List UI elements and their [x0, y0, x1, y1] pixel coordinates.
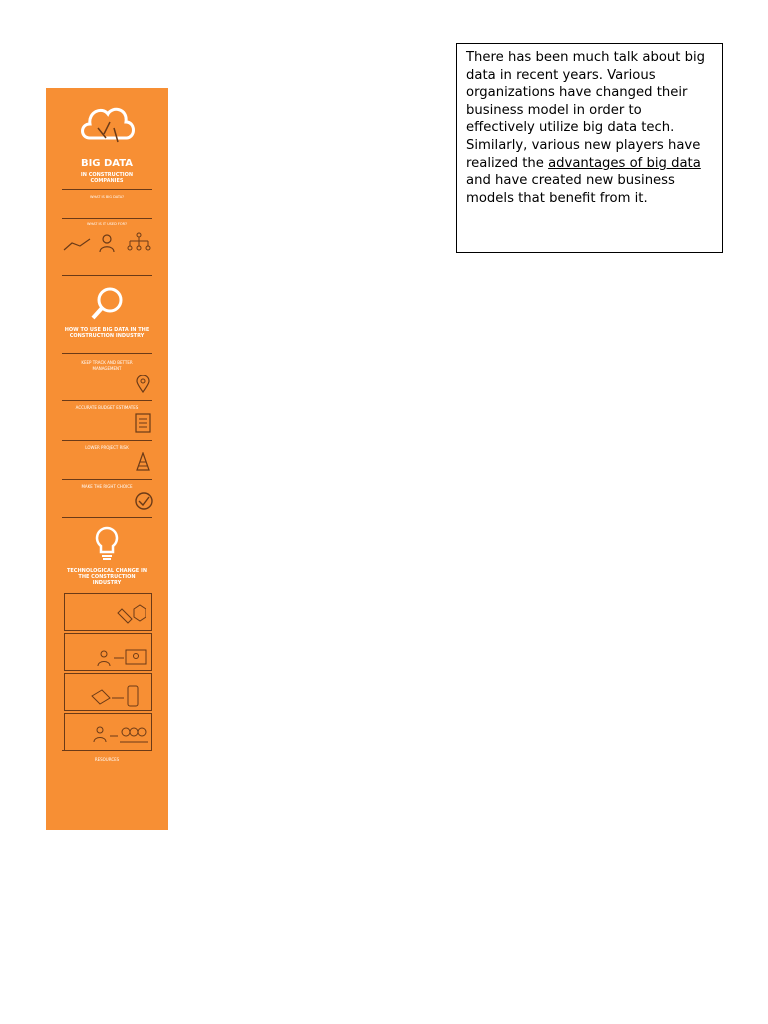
section-heading-2: ACCURATE BUDGET ESTIMATES — [75, 405, 139, 410]
how-to-heading: HOW TO USE BIG DATA IN THE CONSTRUCTION INDUSTRY — [64, 327, 150, 339]
light-bulb-icon — [94, 526, 120, 562]
section-heading-3: LOWER PROJECT RISK — [85, 445, 129, 450]
divider — [62, 189, 152, 190]
cloud-icon — [76, 98, 138, 150]
infographic-subtitle: IN CONSTRUCTION COMPANIES — [80, 172, 134, 184]
divider — [62, 275, 152, 276]
divider — [62, 353, 152, 354]
hierarchy-icon — [126, 232, 152, 252]
group-people-icon — [92, 724, 148, 744]
section-heading-1: KEEP TRACK AND BETTER MANAGEMENT — [81, 360, 133, 371]
map-pin-icon — [136, 375, 150, 393]
checkmark-circle-icon — [134, 491, 154, 511]
person-screen-icon — [96, 648, 150, 668]
divider — [62, 400, 152, 401]
divider — [62, 218, 152, 219]
line-chart-icon — [62, 236, 92, 252]
infographic-title: BIG DATA — [80, 158, 134, 169]
big-data-infographic — [46, 88, 168, 830]
tech-heading: TECHNOLOGICAL CHANGE IN THE CONSTRUCTION INDUSTRY — [66, 568, 148, 586]
divider — [62, 517, 152, 518]
person-icon — [98, 233, 116, 253]
ruler-cube-icon — [116, 603, 146, 625]
advantages-link[interactable]: advantages of big data — [548, 155, 701, 171]
hand-phone-icon — [90, 684, 146, 708]
section-heading-4: MAKE THE RIGHT CHOICE — [81, 484, 133, 489]
text-box — [456, 43, 723, 253]
document-icon — [135, 413, 151, 433]
resources-heading: RESOURCES — [94, 757, 120, 762]
what-is-used-heading: WHAT IS IT USED FOR? — [87, 222, 127, 226]
text-box-body-start: There has been much talk about big data in recent years. Various organizations have changed their business model in order to effectively utilize big data tech. Similarly, various new players have realized the — [466, 50, 706, 171]
divider — [62, 440, 152, 441]
divider — [62, 479, 152, 480]
magnifier-icon — [90, 286, 126, 322]
divider — [62, 750, 152, 751]
what-is-heading: WHAT IS BIG DATA? — [90, 195, 124, 199]
traffic-cone-icon — [135, 452, 151, 472]
text-box-body-end: and have created new business models that benefit from it. — [466, 173, 675, 206]
